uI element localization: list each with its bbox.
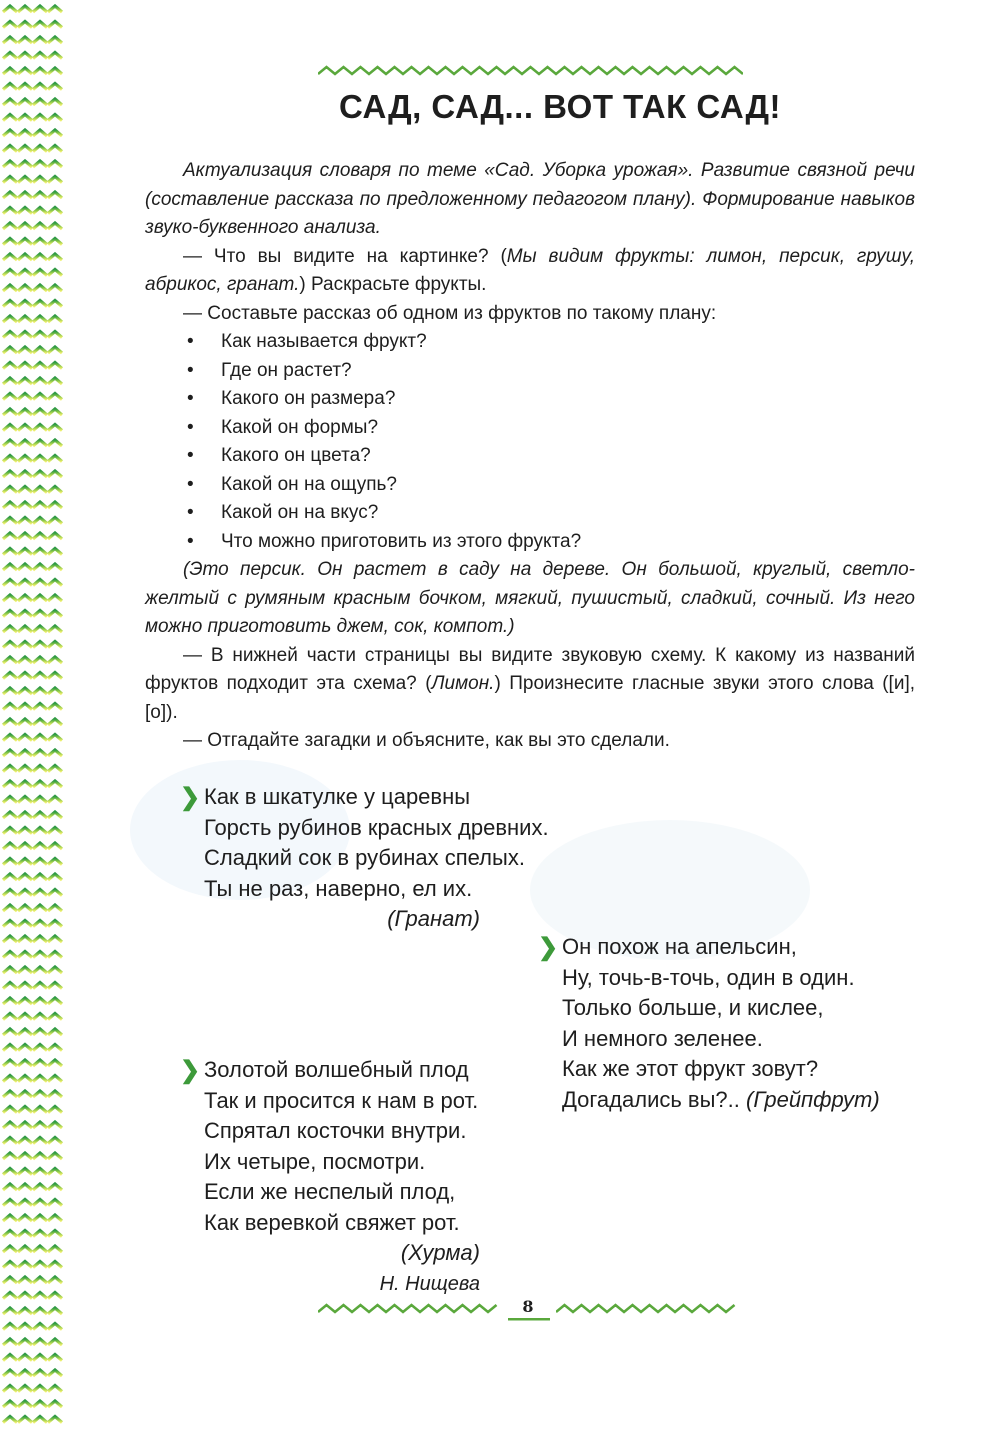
question-what-do-you-see (145, 243, 915, 300)
riddle-grapefruit (538, 932, 908, 1115)
poem-line: Горсть рубинов красных древних. (204, 814, 549, 840)
poem-line: Золотой волшебный плод (204, 1057, 469, 1082)
story-plan-list (145, 328, 915, 556)
list-item: • Как называется фрукт? (145, 328, 915, 357)
poem-line-text: Догадались вы?.. (562, 1086, 747, 1112)
page-number-underline (508, 1318, 550, 1322)
list-item: • Какой он формы? (145, 414, 915, 443)
question-compose-story: — Составьте рассказ об одном из фруктов по такому плану: (183, 302, 717, 324)
riddle-answer: (Гранат) (387, 906, 480, 931)
bottom-wave-ornament-left (318, 1300, 503, 1318)
question-instruction: ) Произнесите гласные звуки этого слова ([и], [о]). (145, 673, 915, 723)
question-riddles: — Отгадайте загадки и объясните, как вы это сделали. (183, 730, 670, 751)
poem-line: Спрятал косточки внутри. (204, 1118, 467, 1143)
question-text: — Что вы видите на картинке? ( (183, 245, 507, 267)
list-item: • Какой он на ощупь? (145, 471, 915, 500)
poem-line: Сладкий сок в рубинах спелых. (204, 845, 525, 870)
question-sound-scheme (145, 642, 915, 728)
question-instruction: ) Раскрасьте фрукты. (299, 274, 487, 295)
poem-line-with-answer (538, 1085, 908, 1116)
poem-line: Как в шкатулке у царевны (204, 784, 471, 809)
sample-answer-paragraph: (Это персик. Он растет в саду на дереве. Он большой, круглый, светло-желтый с румяным красным бочком, мягкий, пушистый, сладкий, сочный. Из него можно приготовить джем, сок, компот.) (145, 559, 915, 637)
riddle-pomegranate (180, 782, 549, 935)
bottom-wave-ornament-right (556, 1300, 741, 1318)
list-item: • Что можно приготовить из этого фрукта? (145, 528, 915, 557)
objectives-paragraph: Актуализация словаря по теме «Сад. Уборка урожая». Развитие связной речи (составление рассказа по предложенному педагогом плану). Формирование навыков звуко-буквенного анализа. (145, 160, 915, 238)
question-text: — В нижней части страницы вы видите звуковую схему. К какому из названий фруктов подходит эта схема? ( (145, 644, 915, 694)
chevron-right-icon: ❯ (538, 934, 559, 961)
top-wave-ornament (318, 62, 743, 80)
question-answer: Лимон. (431, 673, 495, 694)
zigzag-border-decoration (0, 0, 64, 1431)
poem-line: И немного зеленее. (562, 1025, 763, 1051)
riddle-persimmon (180, 1055, 480, 1299)
poem-line: Он похож на апельсин, (562, 934, 797, 959)
riddle-answer: (Грейпфрут) (746, 1086, 880, 1112)
poem-line: Если же неспелый плод, (204, 1179, 456, 1204)
poem-line: Как веревкой свяжет рот. (204, 1209, 460, 1235)
list-item: • Какого он размера? (145, 385, 915, 414)
poem-line: Ты не раз, наверно, ел их. (204, 875, 473, 901)
list-item: • Какого он цвета? (145, 442, 915, 471)
riddle-answer: (Хурма) (400, 1240, 480, 1265)
page-title: САД, САД... ВОТ ТАК САД! (339, 88, 781, 125)
chevron-right-icon: ❯ (180, 784, 201, 811)
poem-line: Только больше, и кислее, (562, 995, 824, 1020)
list-item: • Какой он на вкус? (145, 499, 915, 528)
poem-line: Ну, точь-в-точь, один в один. (562, 964, 855, 990)
poem-line: Как же этот фрукт зовут? (562, 1056, 819, 1081)
page-number: 8 (522, 1297, 534, 1316)
poem-author: Н. Нищева (379, 1272, 480, 1295)
intro-text-block (145, 157, 915, 756)
poem-line: Так и просится к нам в рот. (204, 1087, 479, 1113)
list-item: • Где он растет? (145, 357, 915, 386)
question-answer: Мы видим фрукты: лимон, персик, грушу, абрикос, гранат. (145, 245, 915, 295)
chevron-right-icon: ❯ (180, 1057, 201, 1084)
poem-line: Их четыре, посмотри. (204, 1148, 426, 1174)
